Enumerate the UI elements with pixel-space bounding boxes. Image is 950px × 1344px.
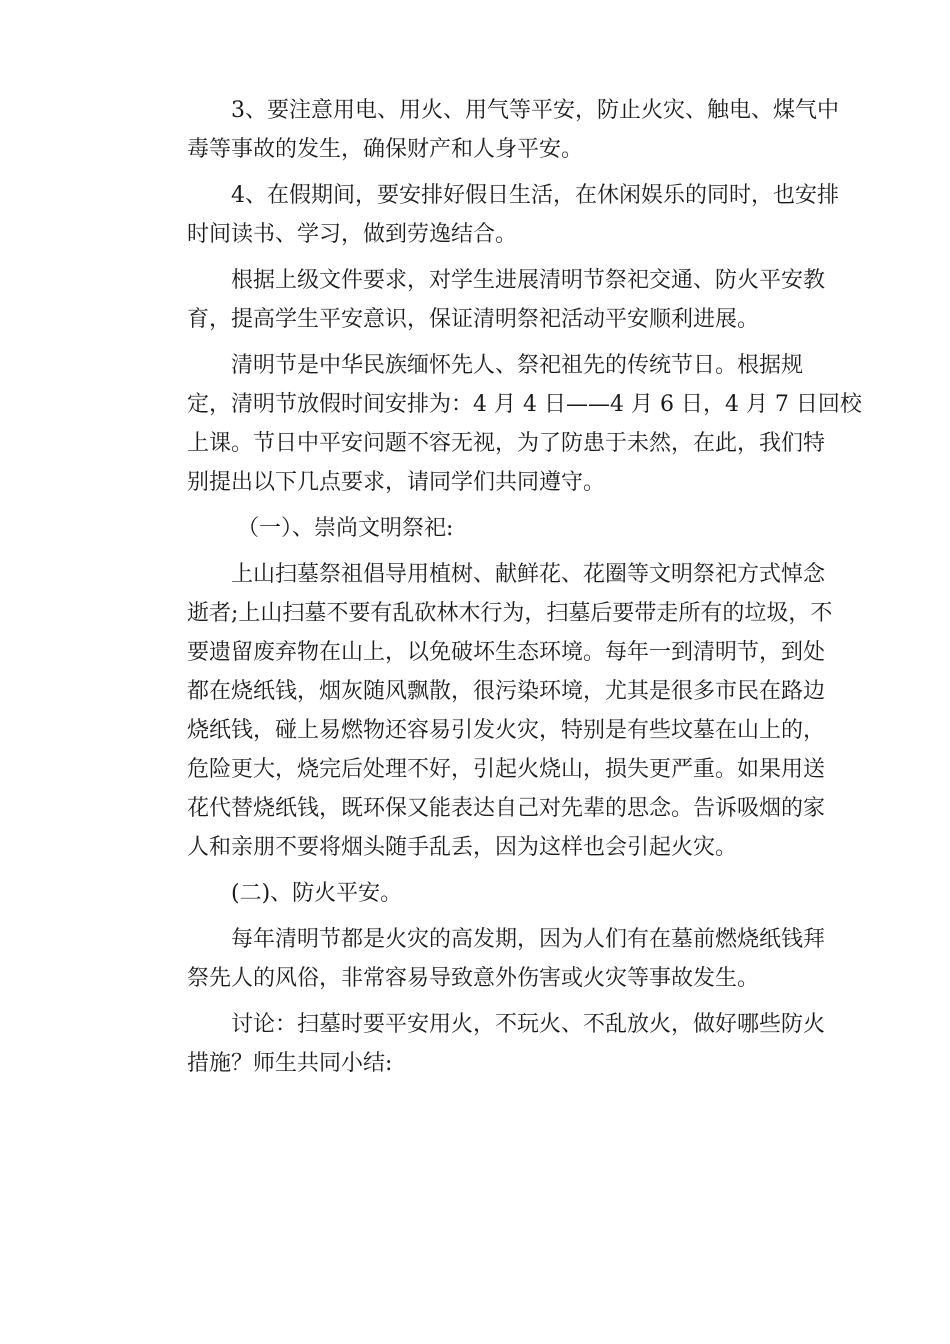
text-line: 毒等事故的发生，确保财产和人身平安。 <box>187 137 584 162</box>
text-line: 烧纸钱，碰上易燃物还容易引发火灾，特别是有些坟墓在山上的， <box>187 718 826 743</box>
paragraph-holiday-life <box>143 176 839 254</box>
text-line: 讨论：扫墓时要平安用火，不玩火、不乱放火，做好哪些防火 <box>231 1012 826 1037</box>
text-line: 定，清明节放假时间安排为：4 月 4 日——4 月 6 日，4 月 7 日回校 <box>187 392 862 417</box>
text-line: 4、在假期间，要安排好假日生活，在休闲娱乐的同时，也安排 <box>231 183 839 208</box>
paragraph-education-requirement <box>143 261 826 339</box>
text-line: 清明节是中华民族缅怀先人、祭祀祖先的传统节日。根据规 <box>231 353 804 378</box>
text-line: 祭先人的风俗，非常容易导致意外伤害或火灾等事故发生。 <box>187 966 760 991</box>
text-line: 上课。节日中平安问题不容无视，为了防患于未然，在此，我们特 <box>187 431 826 456</box>
text-line: 3、要注意用电、用火、用气等平安，防止火灾、触电、煤气中 <box>231 98 839 123</box>
text-line: 危险更大，烧完后处理不好，引起火烧山，损失更严重。如果用送 <box>187 757 826 782</box>
text-line: 根据上级文件要求，对学生进展清明节祭祀交通、防火平安教 <box>231 268 826 293</box>
text-line: 要遗留废弃物在山上，以免破坏生态环境。每年一到清明节，到处 <box>187 640 826 665</box>
text-line: 上山扫墓祭祖倡导用植树、献鲜花、花圈等文明祭祀方式悼念 <box>231 562 826 587</box>
text-line: 人和亲朋不要将烟头随手乱丢，因为这样也会引起火灾。 <box>187 835 738 860</box>
text-line: 育，提高学生平安意识，保证清明祭祀活动平安顺利进展。 <box>187 307 760 332</box>
paragraph-discussion <box>143 1005 826 1083</box>
paragraph-qingming-schedule <box>143 346 862 502</box>
text-line: 逝者;上山扫墓不要有乱砍林木行为，扫墓后要带走所有的垃圾，不 <box>187 601 833 626</box>
text-line: 措施？师生共同小结: <box>187 1051 393 1076</box>
text-line: 花代替烧纸钱，既环保又能表达自己对先辈的思念。告诉吸烟的家 <box>187 796 826 821</box>
text-line: 都在烧纸钱，烟灰随风飘散，很污染环境，尤其是很多市民在路边 <box>187 679 826 704</box>
heading-line: (二)、防火平安。 <box>231 881 403 906</box>
section-heading-fire-safety <box>143 874 813 913</box>
text-line: 别提出以下几点要求，请同学们共同遵守。 <box>187 470 606 495</box>
paragraph-fire-season <box>143 920 826 998</box>
document-body <box>143 91 862 1090</box>
paragraph-civilized-worship <box>143 555 833 867</box>
heading-line: （一）、崇尚文明祭祀: <box>237 516 454 541</box>
text-line: 每年清明节都是火灾的高发期，因为人们有在墓前燃烧纸钱拜 <box>231 927 826 952</box>
section-heading-civilized-worship <box>143 509 813 548</box>
paragraph-safety-electricity <box>143 91 839 169</box>
text-line: 时间读书、学习，做到劳逸结合。 <box>187 222 518 247</box>
